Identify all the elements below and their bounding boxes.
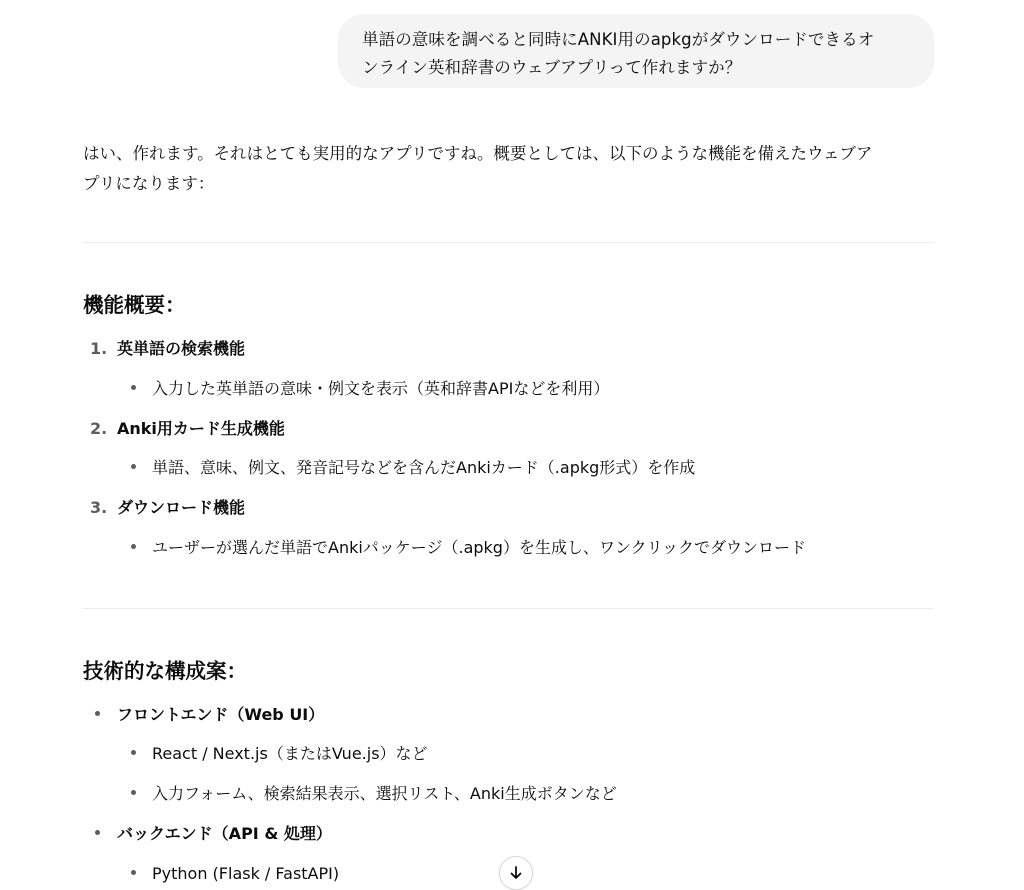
bullet-icon	[131, 750, 136, 755]
tech-sub-item	[131, 861, 339, 887]
bullet-icon	[131, 790, 136, 795]
tech-item-backend	[95, 821, 332, 847]
assistant-intro	[83, 139, 943, 199]
feature-sub-item-3	[131, 535, 806, 561]
list-number: 2.	[90, 419, 108, 438]
list-number: 3.	[90, 498, 108, 517]
feature-item-2	[90, 416, 285, 442]
scroll-to-bottom-button[interactable]	[499, 856, 533, 890]
divider	[83, 242, 934, 243]
bullet-icon	[131, 870, 136, 875]
section-heading-tech: 技術的な構成案：	[83, 659, 247, 683]
bullet-icon	[95, 830, 100, 835]
tech-item-frontend	[95, 702, 324, 728]
feature-item-3	[90, 495, 245, 521]
arrow-down-icon	[508, 865, 524, 881]
feature-sub-item-1	[131, 376, 609, 402]
user-message-line-2: ンライン英和辞書のウェブアプリって作れますか？	[362, 58, 742, 77]
section-heading-features: 機能概要：	[83, 293, 186, 317]
intro-line-1: はい、作れます。それはとても実用的なアプリですね。概要としては、以下のような機能を備えたウェブア	[83, 144, 873, 163]
intro-line-2: プリになります：	[83, 174, 215, 193]
bullet-icon	[95, 711, 100, 716]
feature-sub-item-2	[131, 455, 695, 481]
tech-sub-item	[131, 741, 428, 767]
tech-sub-item	[131, 781, 617, 807]
user-message-bubble	[338, 14, 934, 88]
list-number: 1.	[90, 339, 108, 358]
feature-item-1	[90, 336, 245, 362]
feature-title: 英単語の検索機能	[117, 339, 246, 358]
feature-sub-text: 入力した英単語の意味・例文を表示（英和辞書APIなどを利用）	[152, 379, 610, 398]
tech-title: フロントエンド（Web UI）	[117, 705, 325, 724]
feature-title: ダウンロード機能	[117, 498, 246, 517]
divider	[83, 608, 934, 609]
feature-sub-text: ユーザーが選んだ単語でAnkiパッケージ（.apkg）を生成し、ワンクリックでダウンロード	[152, 538, 806, 557]
tech-sub-text: React / Next.js（またはVue.js）など	[152, 744, 428, 763]
bullet-icon	[131, 544, 136, 549]
tech-sub-text: 入力フォーム、検索結果表示、選択リスト、Anki生成ボタンなど	[152, 784, 617, 803]
feature-title: Anki用カード生成機能	[117, 419, 285, 438]
user-message-line-1: 単語の意味を調べると同時にANKI用のapkgがダウンロードできるオ	[362, 30, 875, 49]
tech-sub-text: Python (Flask / FastAPI)	[152, 864, 340, 883]
bullet-icon	[131, 385, 136, 390]
feature-sub-text: 単語、意味、例文、発音記号などを含んだAnkiカード（.apkg形式）を作成	[152, 458, 696, 477]
tech-title: バックエンド（API & 処理）	[117, 824, 332, 843]
bullet-icon	[131, 464, 136, 469]
